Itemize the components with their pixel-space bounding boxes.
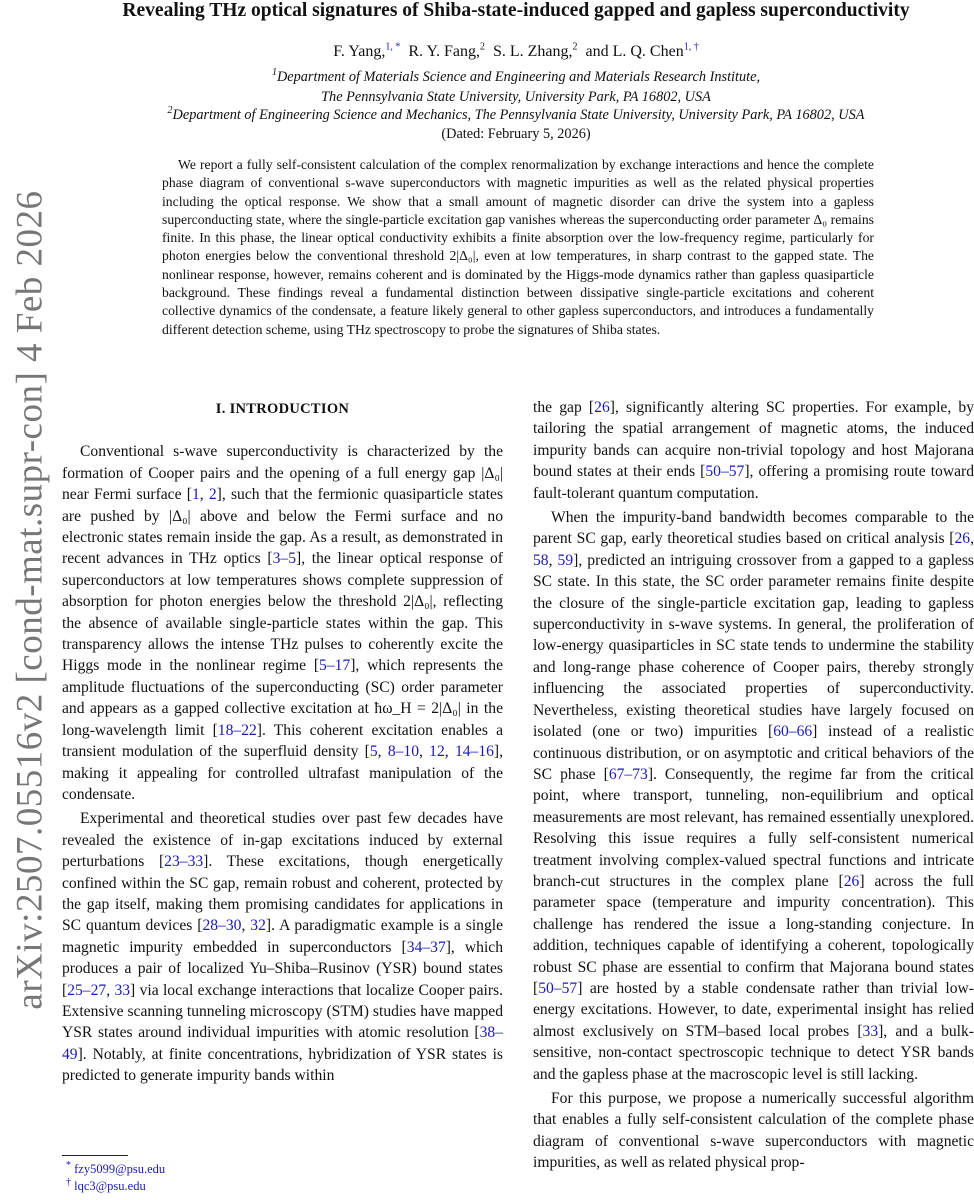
body-text: , bbox=[106, 981, 115, 999]
citation-link[interactable]: 8–10 bbox=[387, 743, 419, 761]
body-text: , bbox=[419, 743, 430, 761]
citation-link[interactable]: 28–30 bbox=[202, 917, 242, 935]
body-text: ] instead of a realistic continuous distribution, or on asymptotic and critical behaviors of the SC phase [ bbox=[533, 723, 974, 783]
body-paragraph bbox=[533, 507, 974, 1085]
body-text: the gap [ bbox=[533, 399, 595, 416]
citation-link[interactable]: 33 bbox=[114, 981, 131, 999]
affiliation-1 bbox=[60, 68, 972, 86]
body-text: , bbox=[970, 530, 974, 548]
paper-title: Revealing THz optical signatures of Shiba-state-induced gapped and gapless superconductivity bbox=[122, 0, 910, 21]
citation-link[interactable]: 26 bbox=[594, 399, 610, 416]
body-text: When the impurity-band bandwidth becomes comparable to the parent SC gap, early theoretical studies based on critical analysis [ bbox=[533, 509, 974, 548]
email-link[interactable]: fzy5099@psu.edu bbox=[74, 1162, 166, 1176]
author-name: F. Yang, bbox=[333, 43, 386, 60]
author-list bbox=[60, 42, 972, 62]
body-text: ]. Notably, at finite concentrations, hybridization of YSR states is predicted to generate impurity bands within bbox=[62, 1045, 503, 1085]
citation-link[interactable]: 50–57 bbox=[705, 463, 745, 481]
left-column bbox=[62, 398, 503, 1090]
right-column-body bbox=[533, 397, 974, 1174]
citation-link[interactable]: 34–37 bbox=[406, 938, 446, 956]
body-text: For this purpose, we propose a numerically successful algorithm that enables a fully self-consistent calculation of the complete phase diagram of conventional s-wave superconductors with magnetic impurities, as well as related physical prop- bbox=[533, 1090, 974, 1172]
citation-link[interactable]: 12 bbox=[429, 743, 445, 761]
body-paragraph bbox=[533, 1088, 974, 1174]
author-name: R. Y. Fang, bbox=[408, 43, 480, 60]
author-name: and L. Q. Chen bbox=[585, 43, 684, 60]
citation-link[interactable]: 26 bbox=[843, 872, 860, 890]
body-paragraph bbox=[533, 397, 974, 504]
section-heading: I. INTRODUCTION bbox=[215, 401, 350, 417]
citation-link[interactable]: 60–66 bbox=[773, 723, 813, 741]
body-text: ], which produces a pair of localized Yu–Shiba–Rusinov (YSR) bound states [ bbox=[62, 938, 503, 999]
affiliation-2 bbox=[60, 106, 972, 124]
author-mark: 2 bbox=[479, 41, 485, 53]
footnote-mark: † bbox=[66, 1176, 71, 1188]
body-text: ]. This coherent excitation enables a transient modulation of the superfluid density [ bbox=[62, 721, 503, 761]
body-text: , bbox=[377, 743, 388, 761]
body-text: , bbox=[199, 486, 209, 504]
affiliation-mark: 1 bbox=[271, 67, 277, 79]
right-column bbox=[533, 397, 974, 1177]
author-mark[interactable]: 1, * bbox=[385, 41, 401, 53]
footnote-item bbox=[62, 1161, 503, 1178]
body-text: ], the linear optical response of superconductors at low temperatures shows complete suppression of absorption for photon energies below the threshold 2|Δ₀|, reflecting the absence of available single-particle states within the gap. This transparency allows the intense THz pulses to coherently excite the Higgs mode in the nonlinear regime [ bbox=[62, 550, 504, 675]
body-paragraph bbox=[62, 808, 503, 1086]
citation-link[interactable]: 14–16 bbox=[454, 743, 494, 761]
citation-link[interactable]: 5–17 bbox=[319, 657, 351, 675]
body-text: ], and a bulk-sensitive, non-contact spectroscopic technique to detect YSR bands and the gapless phase at the macroscopic level is still lacking. bbox=[533, 1022, 974, 1083]
body-text: ]. These excitations, though energetically confined within the SC gap, remain robust and coherent, protected by the gap itself, making them promising candidates for applications in SC quantum devices [ bbox=[62, 853, 503, 935]
body-text: ], predicted an intriguing crossover from a gapped to a gapless SC state. In this state, the SC order parameter remains finite despite the closure of the single-particle excitation gap, leading to gapless superconductivity in s-wave systems. In general, the proliferation of low-energy quasiparticles in SC state tends to undermine the stability and long-range phase coherence of Cooper pairs, thereby strongly influencing the associated properties of superconductivity. Nevertheless, existing theoretical studies have largely focused on isolated (one or two) impurities [ bbox=[533, 551, 974, 741]
body-text: ]. Consequently, the regime far from the critical point, where transport, tunneling, non-equilibrium and optical measurements are most relevant, has remained essentially unexplored. Resolving this issue requires a fully self-consistent numerical treatment involving complex-valued spectral functions and intricate branch-cut structures in the complex plane [ bbox=[533, 765, 974, 890]
body-text: ], such that the fermionic quasiparticle states are pushed by |Δ₀| above and below the Fermi surface and no electronic states remain inside the gap. As a result, as demonstrated in recent advances in THz optics [ bbox=[62, 486, 504, 568]
body-text: ] are hosted by a stable condensate rather than trivial low-energy excitations. However, to date, experimental insight has relied almost exclusively on STM–based local probes [ bbox=[533, 979, 974, 1040]
body-text: , bbox=[444, 743, 455, 761]
body-text: ], significantly altering SC properties. For example, by tailoring the spatial arrangement of magnetic atoms, the induced impurity bands can acquire non-trivial topology and host Majorana bound states at their ends [ bbox=[533, 399, 974, 481]
email-link[interactable]: lqc3@psu.edu bbox=[74, 1179, 146, 1193]
citation-link[interactable]: 2 bbox=[208, 486, 217, 504]
citation-link[interactable]: 5 bbox=[369, 743, 378, 761]
author-mark: 2 bbox=[572, 41, 578, 53]
body-text: , bbox=[241, 917, 251, 935]
citation-link[interactable]: 1 bbox=[191, 486, 200, 504]
body-text: ] via local exchange interactions that localize Cooper pairs. Extensive scanning tunneling microscopy (STM) studies have mapped YSR states around individual impurities with atomic resolution [ bbox=[62, 981, 503, 1042]
citation-link[interactable]: 38–49 bbox=[62, 1024, 503, 1063]
citation-link[interactable]: 18–22 bbox=[217, 721, 257, 739]
affiliation-text: Department of Materials Science and Engineering and Materials Research Institute, bbox=[276, 69, 761, 85]
date-line: (Dated: February 5, 2026) bbox=[441, 126, 591, 142]
affiliation-mark: 2 bbox=[167, 105, 173, 117]
footnote-mark: * bbox=[66, 1159, 71, 1171]
body-text: Conventional s-wave superconductivity is characterized by the formation of Cooper pairs and the opening of a full energy gap |Δ₀| near Fermi surface [ bbox=[62, 443, 503, 504]
arxiv-identifier: arXiv:2507.05516v2 [cond-mat.supr-con] 4 Feb 2026 bbox=[9, 190, 51, 1010]
arxiv-sidebar bbox=[0, 0, 58, 1200]
footnote-divider bbox=[62, 1155, 128, 1156]
citation-link[interactable]: 25–27 bbox=[67, 981, 107, 999]
body-text: ], offering a promising route toward fault-tolerant quantum computation. bbox=[533, 463, 974, 502]
citation-link[interactable]: 59 bbox=[557, 551, 574, 569]
body-text: ], making it appealing for controlled ultrafast manipulation of the condensate. bbox=[62, 743, 504, 803]
footnote-item bbox=[62, 1178, 503, 1195]
citation-link[interactable]: 23–33 bbox=[164, 853, 204, 871]
body-text: Experimental and theoretical studies over past few decades have revealed the existence of in-gap excitations induced by external perturbations [ bbox=[62, 810, 503, 871]
footnotes bbox=[62, 1161, 503, 1195]
citation-link[interactable]: 33 bbox=[862, 1022, 879, 1040]
body-text: , bbox=[548, 551, 558, 569]
body-paragraph bbox=[62, 441, 503, 805]
citation-link[interactable]: 50–57 bbox=[538, 979, 578, 997]
citation-link[interactable]: 26 bbox=[954, 530, 971, 548]
body-text: ]. A paradigmatic example is a single magnetic impurity embedded in superconductors [ bbox=[62, 917, 504, 956]
left-column-body bbox=[62, 441, 503, 1086]
author-name: S. L. Zhang, bbox=[492, 43, 573, 60]
body-text: ], which represents the amplitude fluctuations of the superconducting (SC) order parameter and appears as a gapped collective excitation at ħω_H = 2|Δ₀| in the long-wavelength limit [ bbox=[62, 657, 503, 739]
author-mark[interactable]: 1, † bbox=[683, 41, 699, 53]
citation-link[interactable]: 67–73 bbox=[608, 765, 648, 783]
abstract: We report a fully self-consistent calculation of the complex renormalization by exchange interactions and hence the complete phase diagram of conventional s-wave superconductors with magnetic impurities as well as the related physical properties including the optical response. We show that a small amount of magnetic disorder can drive the system into a gapless superconducting state, where the single-particle excitation gap vanishes whereas the superconducting order parameter Δ₀ remains finite. In this phase, the linear optical conductivity exhibits a finite absorption over the low-frequency regime, particularly for photon energies below the conventional threshold 2|Δ₀|, even at low temperatures, in sharp contrast to the gapped state. The nonlinear response, however, remains coherent and is dominated by the Higgs-mode dynamics rather than gapless quasiparticle background. These findings reveal a fundamental distinction between dissipative single-particle excitations and coherent collective dynamics of the condensate, a feature likely general to other gapless superconductors, and introduces a fundamentally different detection scheme, using THz spectroscopy to probe the signatures of Shiba states. bbox=[162, 157, 874, 337]
citation-link[interactable]: 32 bbox=[250, 917, 266, 935]
citation-link[interactable]: 58 bbox=[533, 551, 549, 569]
body-text: ] across the full parameter space (temperature and impurity concentration). This challenge has rendered the issue a long-standing conjecture. In addition, techniques capable of identifying a coherent, topologically robust SC phase are essential to confirm that Majorana bound states [ bbox=[533, 872, 974, 997]
affiliation-1-line-2: The Pennsylvania State University, University Park, PA 16802, USA bbox=[321, 89, 711, 105]
citation-link[interactable]: 3–5 bbox=[272, 550, 296, 568]
affiliation-text: Department of Engineering Science and Mechanics, The Pennsylvania State University, University Park, PA 16802, USA bbox=[172, 107, 865, 123]
